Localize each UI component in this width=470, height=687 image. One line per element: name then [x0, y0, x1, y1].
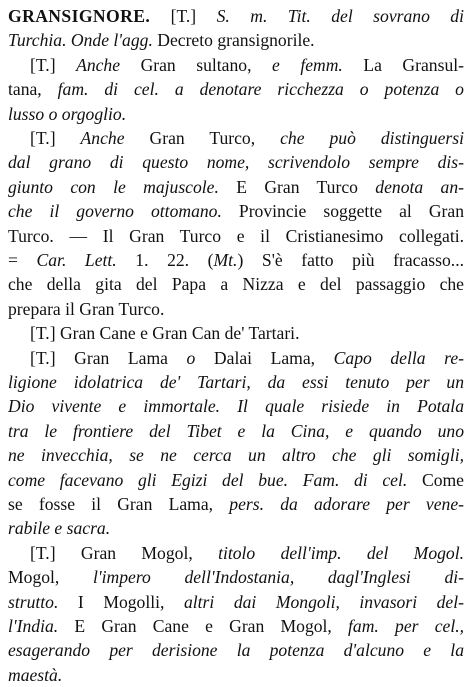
entry-text: =	[8, 250, 37, 270]
entry-text: strutto.	[8, 591, 59, 612]
entry-line	[30, 346, 464, 370]
entry-line	[8, 272, 464, 296]
headword: GRANSIGNORE.	[8, 6, 151, 26]
entry-line	[8, 370, 464, 394]
entry-text: l'India.	[8, 616, 59, 636]
entry-text: S. m. Tit. del sovrano di	[216, 6, 464, 26]
entry-text: Dio vivente e immortale. Il quale risiede in Potala	[8, 396, 464, 417]
entry-line	[8, 150, 464, 174]
entry-line	[8, 419, 464, 443]
entry-line	[8, 394, 464, 418]
entry-text: prepara il Gran Turco.	[8, 298, 165, 319]
entry-text: fam. per cel.,	[348, 616, 464, 636]
entry-line	[8, 565, 464, 589]
entry-text: che può distinguersi	[280, 128, 464, 148]
entry-text: E Gran Cane e Gran Mogol,	[58, 616, 349, 636]
entry-text: Gran sultano,	[120, 54, 272, 75]
entry-text: [T.]	[30, 128, 81, 148]
entry-text: Provincie soggette al Gran	[221, 201, 464, 222]
entry-text: Mt.	[213, 250, 238, 270]
entry-text: tana,	[8, 79, 58, 100]
entry-text: Anche	[80, 128, 125, 148]
entry-text: 1. 22. (	[116, 250, 214, 270]
entry-text: maestà.	[8, 664, 63, 685]
entry-text: altri dai Mongoli, invasori del-	[183, 591, 464, 612]
entry-text: tra le frontiere del Tibet e la Cina, e quando uno	[8, 420, 464, 441]
entry-line	[8, 28, 464, 52]
entry-text: Decreto gransignorile.	[152, 30, 315, 51]
entry-text: Turco. — Il Gran Turco e il Cristianesimo collegati.	[8, 225, 464, 246]
entry-text: [T.] Gran Cane e Gran Can de' Tartari.	[30, 323, 300, 344]
entry-text: [T.]	[150, 6, 217, 26]
entry-text: Anche	[76, 54, 121, 75]
entry-text: ) S'è fatto più fracasso...	[237, 250, 464, 270]
entry-line	[8, 4, 464, 28]
entry-line	[8, 468, 464, 492]
entry-line	[8, 199, 464, 223]
entry-text: fam. di cel. a denotare ricchezza o potenza o	[57, 79, 464, 100]
entry-line	[8, 102, 464, 126]
entry-line	[8, 638, 464, 662]
entry-text: [T.]	[30, 54, 77, 75]
entry-text: Turchia. Onde l'agg.	[8, 30, 153, 51]
entry-line	[8, 77, 464, 101]
entry-line	[8, 663, 464, 687]
entry-text: giunto con le majuscole.	[8, 176, 219, 197]
entry-line	[8, 614, 464, 638]
entry-text: esagerando per derisione la potenza d'alcuno e la	[8, 640, 464, 661]
entry-text: o	[186, 347, 196, 368]
entry-line	[8, 248, 464, 272]
entry-text: ligione idolatrica de' Tartari, da essi tenuto per un	[8, 372, 464, 392]
entry-text: che il governo ottomano.	[8, 201, 222, 222]
entry-line	[30, 321, 464, 345]
entry-text: Dalai Lama,	[195, 347, 334, 368]
entry-text: Car. Lett.	[36, 250, 117, 270]
entry-text: E Gran Turco	[218, 176, 376, 197]
entry-text: se fosse il Gran Lama,	[8, 494, 230, 514]
entry-text: denota an-	[375, 176, 464, 197]
entry-text: come facevano gli Egizi del bue. Fam. di cel.	[8, 469, 408, 490]
entry-text: titolo dell'imp. del Mogol.	[218, 542, 464, 563]
entry-line	[8, 443, 464, 467]
entry-text: Capo della re-	[333, 347, 464, 368]
entry-line	[8, 175, 464, 199]
entry-text: lusso o orgoglio.	[8, 103, 127, 124]
entry-text: rabile e sacra.	[8, 518, 111, 539]
entry-text: Gran Turco,	[124, 128, 281, 148]
entry-text: I Mogolli,	[58, 591, 184, 612]
entry-text: e femm.	[272, 54, 343, 75]
entry-line	[30, 541, 464, 565]
entry-line	[30, 126, 464, 150]
entry-line	[8, 590, 464, 614]
entry-text: ne invecchia, se ne cerca un altro che gli somigli,	[8, 445, 464, 466]
entry-text: che della gita del Papa a Nizza e del passaggio che	[8, 274, 464, 295]
entry-text: Come	[407, 469, 464, 490]
entry-line	[8, 224, 464, 248]
entry-text: [T.] Gran Mogol,	[30, 542, 219, 563]
entry-text: l'impero dell'Indostania, dagl'Inglesi di-	[92, 567, 464, 588]
entry-text: pers. da adorare per vene-	[229, 494, 464, 514]
entry-text: Mogol,	[8, 567, 93, 588]
entry-line	[8, 492, 464, 516]
entry-text: dal grano di questo nome, scrivendolo sempre dis-	[8, 152, 464, 173]
entry-line	[30, 53, 464, 77]
entry-line	[8, 297, 464, 321]
entry-line	[8, 516, 464, 540]
entry-text: [T.] Gran Lama	[30, 347, 187, 368]
entry-text: La Gransul-	[342, 54, 464, 75]
